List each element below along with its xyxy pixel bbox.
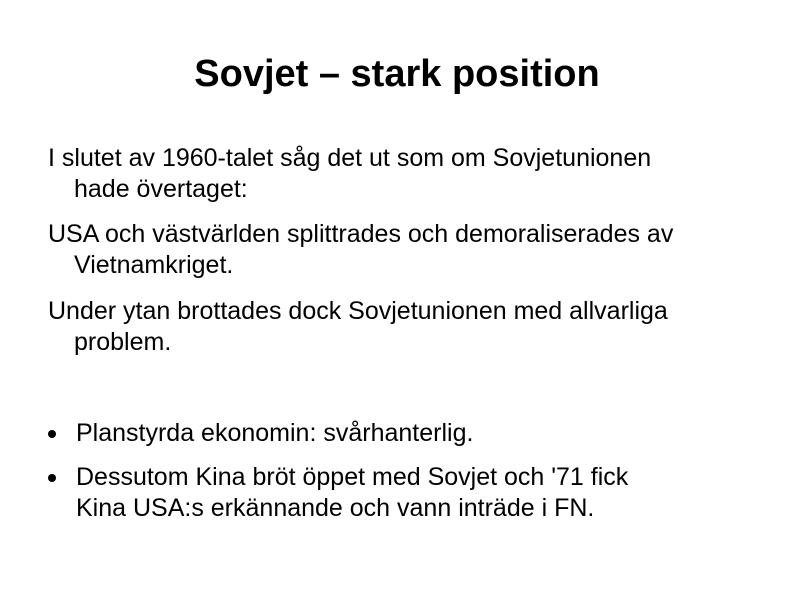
- slide-title: Sovjet – stark position: [194, 53, 600, 95]
- paragraph-3-line-2: problem.: [74, 328, 172, 356]
- paragraph-2: [48, 219, 768, 281]
- bullet-dot-icon: [48, 430, 56, 438]
- bullet-item-1: [48, 418, 768, 449]
- paragraph-1-line-1: I slutet av 1960-talet såg det ut som om Sovjetunionen: [48, 144, 652, 172]
- paragraph-3-line-1: Under ytan brottades dock Sovjetunionen med allvarliga: [48, 297, 668, 325]
- bullet-2-line-1: Dessutom Kina bröt öppet med Sovjet och '71 fick: [76, 463, 629, 491]
- paragraph-2-line-1: USA och västvärlden splittrades och demoraliserades av: [48, 220, 674, 248]
- bullet-1-line-1: Planstyrda ekonomin: svårhanterlig.: [76, 419, 474, 447]
- bullet-2-line-2: Kina USA:s erkännande och vann inträde i FN.: [76, 494, 595, 522]
- paragraph-2-line-2: Vietnamkriget.: [74, 251, 234, 279]
- bullet-list: [48, 418, 768, 524]
- paragraph-3: [48, 296, 768, 358]
- paragraph-1: [48, 143, 768, 205]
- paragraph-1-line-2: hade övertaget:: [74, 175, 248, 203]
- bullet-dot-icon: [48, 474, 56, 482]
- bullet-item-2: [48, 462, 768, 524]
